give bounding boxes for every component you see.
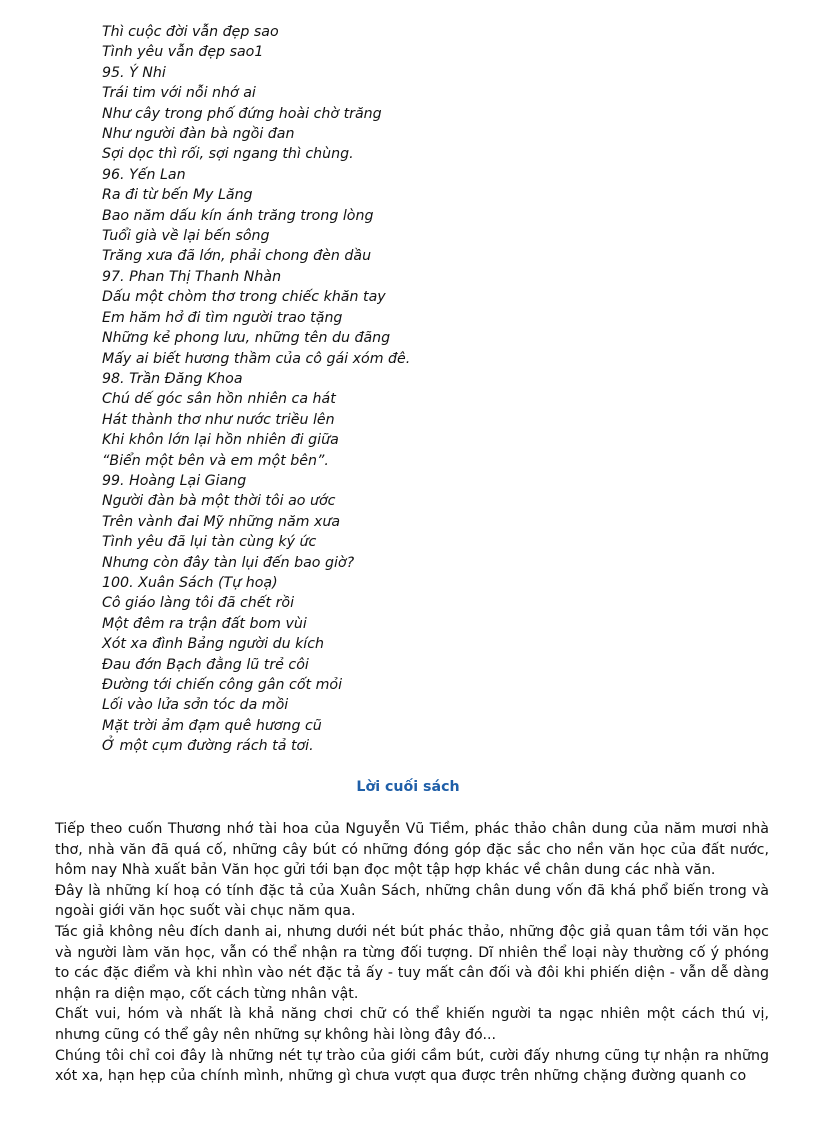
poem-line: Như người đàn bà ngồi đan	[102, 126, 295, 143]
poem-line: Trái tim với nỗi nhớ ai	[102, 85, 256, 102]
afterword-body	[55, 819, 769, 1087]
poet-heading: 99. Hoàng Lại Giang	[102, 472, 247, 489]
poem-line: Như cây trong phố đứng hoài chờ trăng	[102, 105, 382, 122]
poem-line: “Biển một bên và em một bên”.	[102, 452, 329, 469]
poem-line: Tuổi già về lại bến sông	[102, 228, 270, 245]
poem-line: Xót xa đình Bảng người du kích	[102, 636, 325, 653]
poem-line: Sợi dọc thì rối, sợi ngang thì chùng.	[102, 146, 354, 163]
poet-heading: 96. Yến Lan	[102, 166, 186, 183]
poet-heading: 97. Phan Thị Thanh Nhàn	[102, 268, 282, 285]
paragraph: Tác giả không nêu đích danh ai, nhưng dưới nét bút phác thảo, những độc giả quan tâm tới văn học và người làm văn học, vẫn có thể nhận ra từng đối tượng. Dĩ nhiên thể loại này thường cố ý phóng to các đặc điểm và khi nhìn vào nét đặc tả ấy - tuy mất cân đối và đôi khi phiến diện - vẫn dễ dàng nhận ra diện mạo, cốt cách từng nhân vật.	[55, 923, 769, 1002]
poet-heading: 100. Xuân Sách (Tự hoạ)	[102, 574, 278, 591]
poem-line: Tình yêu đã lụi tàn cùng ký ức	[102, 534, 317, 551]
poem-line: Khi khôn lớn lại hồn nhiên đi giữa	[102, 432, 339, 449]
poem-line: Ở một cụm đường rách tả tơi.	[102, 738, 314, 755]
poem-section	[102, 22, 742, 757]
poem-line: Hát thành thơ như nước triều lên	[102, 411, 335, 428]
section-heading: Lời cuối sách	[356, 779, 460, 795]
poem-line: Tình yêu vẫn đẹp sao1	[102, 44, 264, 61]
poem-line: Thì cuộc đời vẫn đẹp sao	[102, 24, 279, 40]
poem-line: Đường tới chiến công gân cốt mỏi	[102, 677, 343, 693]
poem-line: Mấy ai biết hương thầm của cô gái xóm đê.	[102, 350, 411, 367]
paragraph: Tiếp theo cuốn Thương nhớ tài hoa của Nguyễn Vũ Tiềm, phác thảo chân dung của năm mươi nhà thơ, nhà văn đã quá cố, những cây bút có những đóng góp đặc sắc cho nền văn học của đất nước, hôm nay Nhà xuất bản Văn học gửi tới bạn đọc một tập hợp khác về chân dung các nhà văn.	[55, 821, 769, 879]
poem-line: Dấu một chòm thơ trong chiếc khăn tay	[102, 289, 386, 306]
poem-line: Một đêm ra trận đất bom vùi	[102, 615, 307, 632]
poem-line: Lối vào lửa sởn tóc da mồi	[102, 697, 289, 714]
paragraph: Đây là những kí hoạ có tính đặc tả của Xuân Sách, những chân dung vốn đã khá phổ biến trong và ngoài giới văn học suốt vài chục năm qua.	[55, 882, 769, 920]
poem-line: Đau đớn Bạch đằng lũ trẻ côi	[102, 656, 309, 673]
paragraph: Chất vui, hóm và nhất là khả năng chơi chữ có thể khiến người ta ngạc nhiên một cách thú vị, nhưng cũng có thể gây nên những sự không hài lòng đây đó...	[55, 1006, 769, 1043]
poem-line: Bao năm dấu kín ánh trăng trong lòng	[102, 207, 374, 224]
poem-line: Em hăm hở đi tìm người trao tặng	[102, 309, 343, 326]
poem-line: Mặt trời ảm đạm quê hương cũ	[102, 717, 322, 734]
poet-heading: 98. Trần Đăng Khoa	[102, 370, 243, 387]
poet-heading: 95. Ý Nhi	[102, 64, 166, 81]
poem-line: Những kẻ phong lưu, những tên du đãng	[102, 330, 391, 347]
poem-line: Chú dế góc sân hồn nhiên ca hát	[102, 391, 336, 408]
poem-line: Trên vành đai Mỹ những năm xưa	[102, 513, 341, 530]
poem-line: Cô giáo làng tôi đã chết rồi	[102, 595, 295, 612]
poem-line: Nhưng còn đây tàn lụi đến bao giờ?	[102, 554, 355, 571]
poem-line: Người đàn bà một thời tôi ao ước	[102, 493, 336, 510]
poem-line: Ra đi từ bến My Lăng	[102, 187, 253, 204]
paragraph: Chúng tôi chỉ coi đây là những nét tự trào của giới cầm bút, cười đấy nhưng cũng tự nhận ra những xót xa, hạn hẹp của chính mình, những gì chưa vượt qua được trên những chặng đường quanh co	[55, 1047, 769, 1085]
poem-line: Trăng xưa đã lớn, phải chong đèn dầu	[102, 248, 372, 265]
